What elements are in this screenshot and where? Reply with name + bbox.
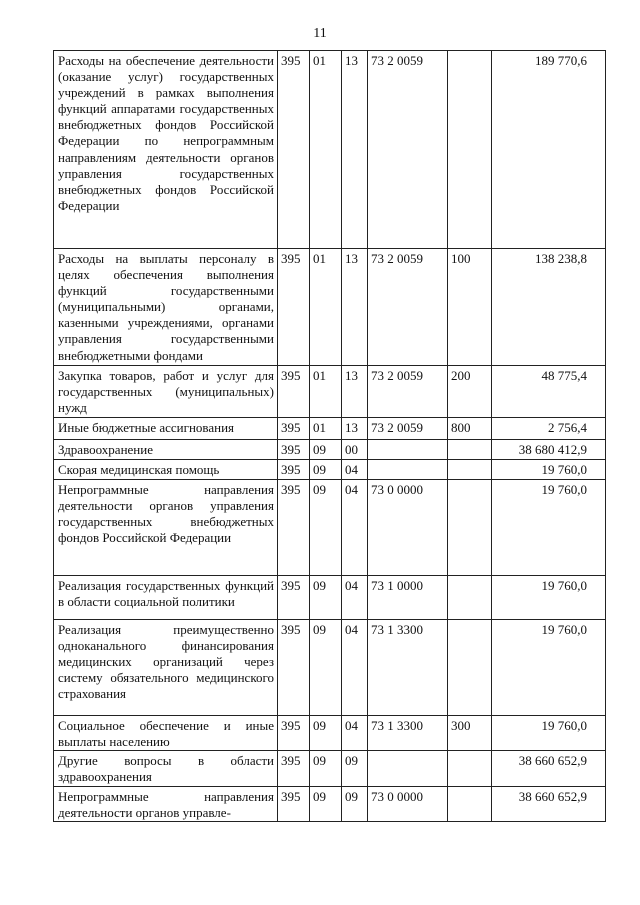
row-gr-cell: 395: [278, 751, 310, 787]
row-pr-cell: 13: [342, 366, 368, 418]
row-rz-cell: 09: [310, 787, 342, 822]
row-csr-cell: 73 0 0000: [368, 480, 448, 576]
row-csr-cell: 73 0 0000: [368, 787, 448, 822]
row-rz-cell: 09: [310, 716, 342, 751]
row-name-cell: Непрограммные направления деятельности органов управле-: [54, 787, 278, 822]
table-row: [54, 440, 606, 460]
row-gr-cell: 395: [278, 480, 310, 576]
table-row: [54, 366, 606, 418]
row-gr-cell: 395: [278, 460, 310, 480]
table-row: [54, 51, 606, 249]
row-csr-cell: 73 2 0059: [368, 366, 448, 418]
row-sum-cell: 19 760,0: [492, 480, 606, 576]
row-csr-cell: [368, 440, 448, 460]
budget-table: [53, 50, 606, 822]
row-rz-cell: 01: [310, 366, 342, 418]
row-vr-cell: [448, 576, 492, 620]
row-vr-cell: 800: [448, 418, 492, 440]
row-pr-cell: 04: [342, 716, 368, 751]
table-row: [54, 249, 606, 366]
row-name-cell: Расходы на выплаты персоналу в целях обеспечения выполнения функций государственными (муниципальными) органами, казенными учреждениями, органами управления государственными внебюджетными фондами: [54, 249, 278, 366]
row-csr-cell: 73 2 0059: [368, 249, 448, 366]
row-rz-cell: 09: [310, 460, 342, 480]
row-sum-cell: 38 660 652,9: [492, 751, 606, 787]
table-row: [54, 480, 606, 576]
row-pr-cell: 04: [342, 576, 368, 620]
row-pr-cell: 13: [342, 418, 368, 440]
row-sum-cell: 38 660 652,9: [492, 787, 606, 822]
row-name-cell: Здравоохранение: [54, 440, 278, 460]
row-sum-cell: 19 760,0: [492, 620, 606, 716]
row-gr-cell: 395: [278, 787, 310, 822]
row-pr-cell: 04: [342, 620, 368, 716]
row-rz-cell: 01: [310, 418, 342, 440]
row-name-cell: Реализация государственных функций в области социальной политики: [54, 576, 278, 620]
page-number: 11: [313, 26, 327, 41]
row-vr-cell: 200: [448, 366, 492, 418]
row-vr-cell: [448, 440, 492, 460]
row-sum-cell: 48 775,4: [492, 366, 606, 418]
row-sum-cell: 2 756,4: [492, 418, 606, 440]
row-vr-cell: 100: [448, 249, 492, 366]
row-vr-cell: 300: [448, 716, 492, 751]
row-gr-cell: 395: [278, 418, 310, 440]
row-name-cell: Непрограммные направления деятельности органов управления государственных внебюджетных фондов Российской Федерации: [54, 480, 278, 576]
row-rz-cell: 09: [310, 751, 342, 787]
table-row: [54, 576, 606, 620]
row-csr-cell: [368, 460, 448, 480]
row-name-cell: Иные бюджетные ассигнования: [54, 418, 278, 440]
row-gr-cell: 395: [278, 51, 310, 249]
row-vr-cell: [448, 751, 492, 787]
row-sum-cell: 19 760,0: [492, 460, 606, 480]
row-pr-cell: 09: [342, 751, 368, 787]
row-name-cell: Реализация преимущественно одноканального финансирования медицинских организаций через систему обязательного медицинского страхования: [54, 620, 278, 716]
row-rz-cell: 09: [310, 440, 342, 460]
row-gr-cell: 395: [278, 249, 310, 366]
row-rz-cell: 09: [310, 620, 342, 716]
table-row: [54, 751, 606, 787]
table-row: [54, 787, 606, 822]
row-name-cell: Расходы на обеспечение деятельности (оказание услуг) государственных учреждений в рамках выполнения функций аппаратами государственных внебюджетных фондов Российской Федерации по непрограммным направлениям деятельности органов управления государственных внебюджетных фондов Российской Федерации: [54, 51, 278, 249]
row-gr-cell: 395: [278, 366, 310, 418]
row-sum-cell: 19 760,0: [492, 576, 606, 620]
row-name-cell: Социальное обеспечение и иные выплаты населению: [54, 716, 278, 751]
row-name-cell: Закупка товаров, работ и услуг для государственных (муниципальных) нужд: [54, 366, 278, 418]
row-pr-cell: 00: [342, 440, 368, 460]
row-vr-cell: [448, 620, 492, 716]
row-vr-cell: [448, 787, 492, 822]
table-row: [54, 620, 606, 716]
table-row: [54, 716, 606, 751]
row-pr-cell: 09: [342, 787, 368, 822]
row-rz-cell: 09: [310, 480, 342, 576]
row-gr-cell: 395: [278, 440, 310, 460]
row-pr-cell: 04: [342, 460, 368, 480]
row-csr-cell: 73 1 3300: [368, 716, 448, 751]
row-sum-cell: 19 760,0: [492, 716, 606, 751]
row-gr-cell: 395: [278, 576, 310, 620]
row-name-cell: Скорая медицинская помощь: [54, 460, 278, 480]
row-csr-cell: 73 1 0000: [368, 576, 448, 620]
row-rz-cell: 09: [310, 576, 342, 620]
row-csr-cell: 73 1 3300: [368, 620, 448, 716]
row-vr-cell: [448, 51, 492, 249]
table-row: [54, 418, 606, 440]
row-csr-cell: 73 2 0059: [368, 51, 448, 249]
row-csr-cell: 73 2 0059: [368, 418, 448, 440]
row-sum-cell: 189 770,6: [492, 51, 606, 249]
table-row: [54, 460, 606, 480]
row-csr-cell: [368, 751, 448, 787]
row-name-cell: Другие вопросы в области здравоохранения: [54, 751, 278, 787]
row-pr-cell: 04: [342, 480, 368, 576]
row-sum-cell: 138 238,8: [492, 249, 606, 366]
row-rz-cell: 01: [310, 249, 342, 366]
row-pr-cell: 13: [342, 249, 368, 366]
row-gr-cell: 395: [278, 620, 310, 716]
row-rz-cell: 01: [310, 51, 342, 249]
row-vr-cell: [448, 480, 492, 576]
row-sum-cell: 38 680 412,9: [492, 440, 606, 460]
row-pr-cell: 13: [342, 51, 368, 249]
row-vr-cell: [448, 460, 492, 480]
row-gr-cell: 395: [278, 716, 310, 751]
